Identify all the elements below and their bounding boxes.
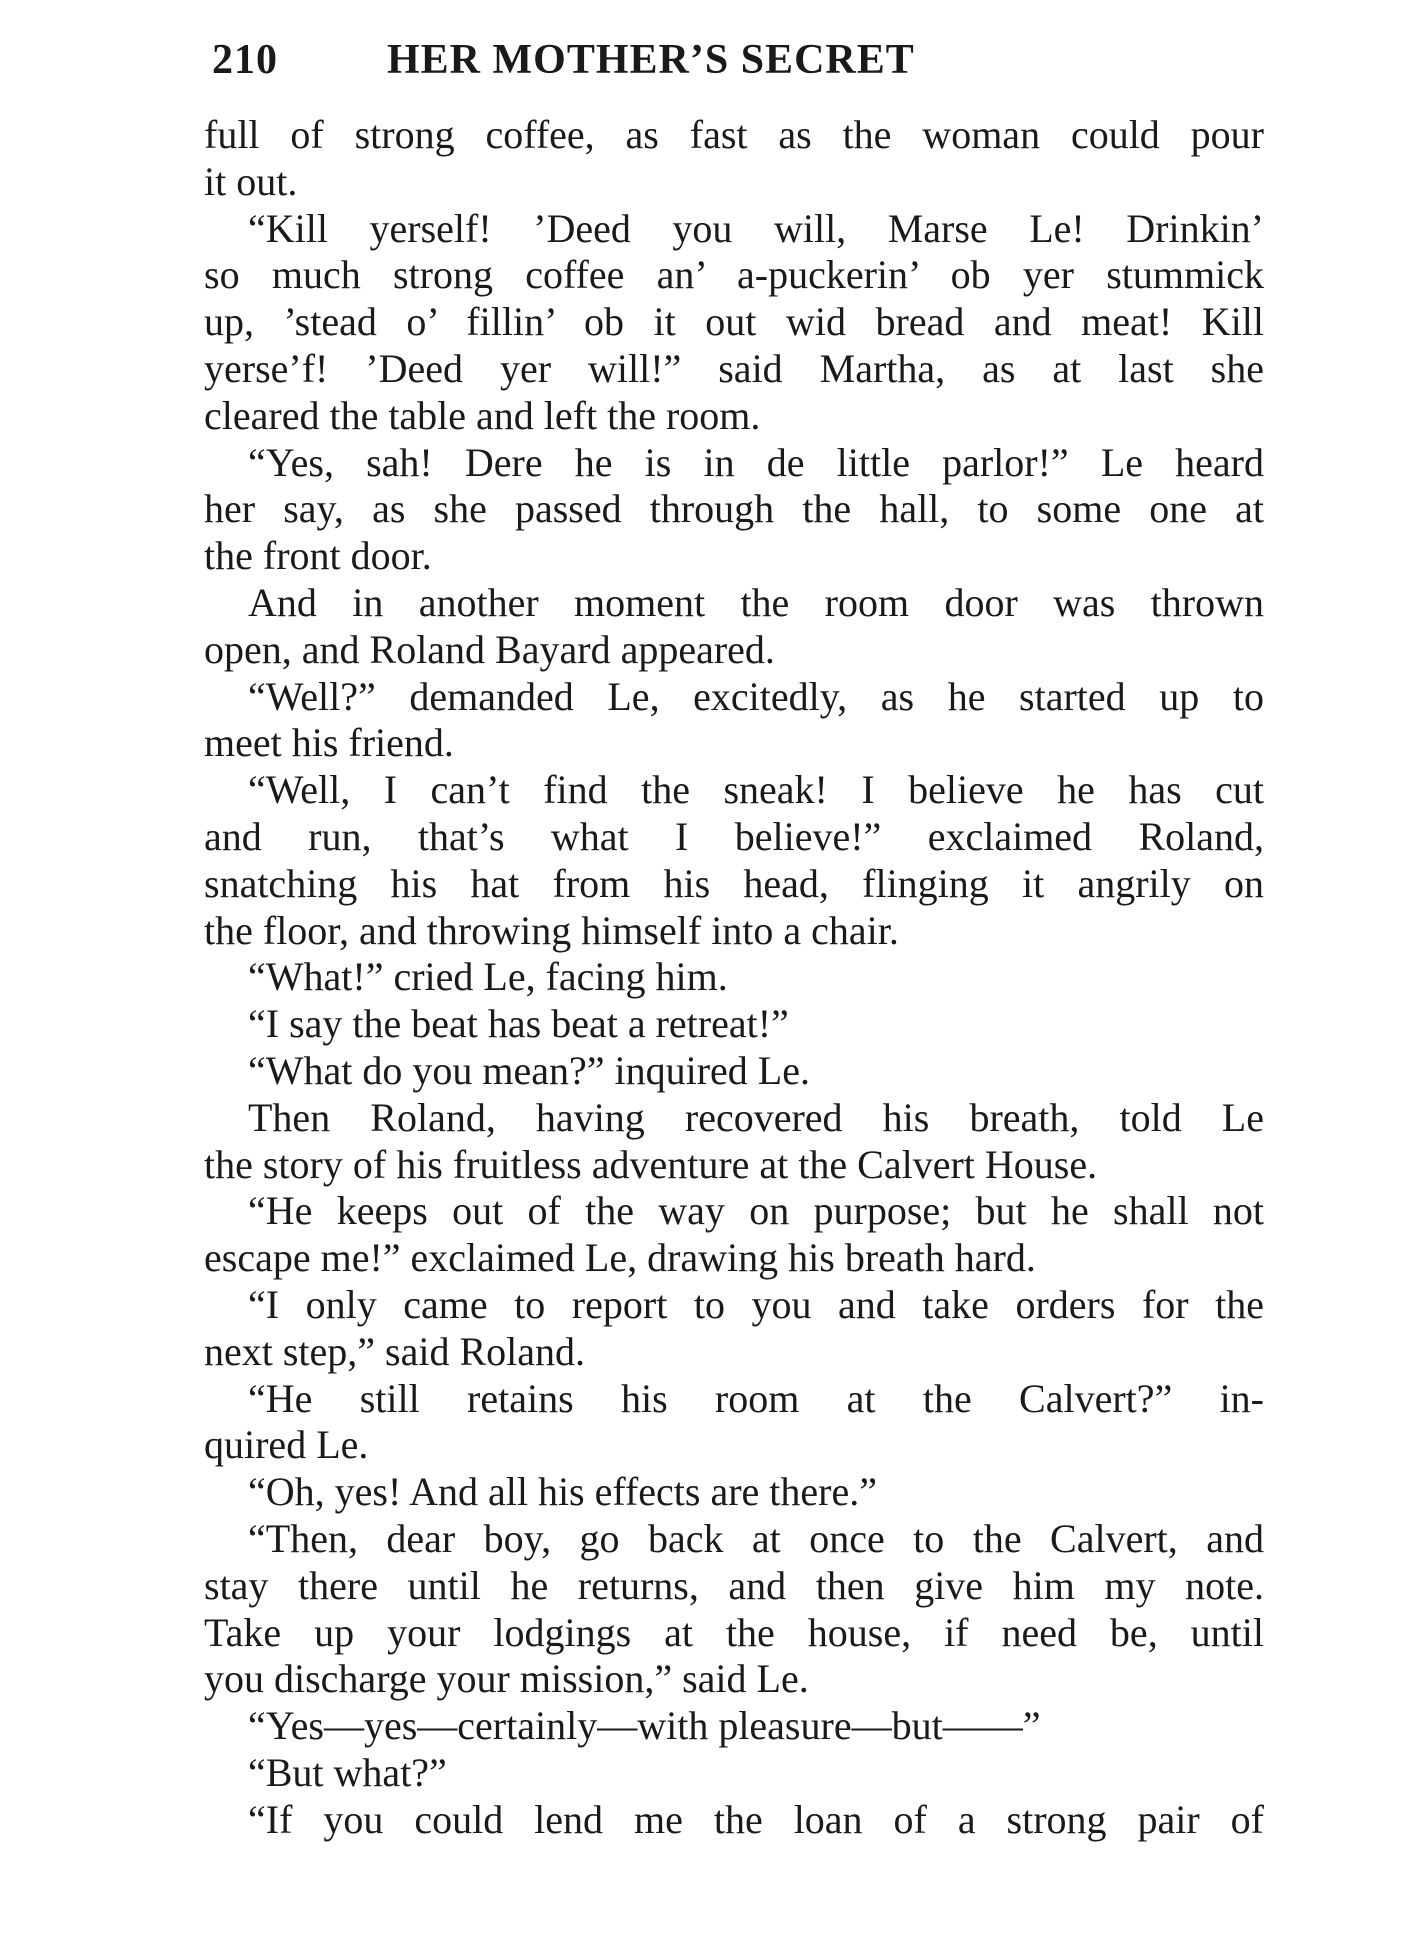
text-line: “Yes—yes—certainly—with pleasure—but——” xyxy=(248,1703,1041,1749)
text-line: open, and Roland Bayard appeared. xyxy=(204,626,775,672)
text-line: “What do you mean?” inquired Le. xyxy=(248,1047,810,1093)
text-line: the story of his fruitless adventure at the Calvert House. xyxy=(204,1141,1098,1187)
text-line: “If you could lend me the loan of a strong pair of xyxy=(248,1796,1264,1842)
text-line: the front door. xyxy=(204,533,432,579)
running-head: HER MOTHER’S SECRET xyxy=(387,37,915,83)
text-line: meet his friend. xyxy=(204,720,454,766)
text-line: cleared the table and left the room. xyxy=(204,392,761,438)
page-header xyxy=(212,30,1092,90)
text-line: snatching his hat from his head, flinging it angrily on xyxy=(204,860,1264,906)
text-line: stay there until he returns, and then give him my note. xyxy=(204,1562,1264,1608)
text-line: you discharge your mission,” said Le. xyxy=(204,1656,809,1702)
text-line: Then Roland, having recovered his breath, told Le xyxy=(248,1094,1264,1140)
text-line: “Oh, yes! And all his effects are there.” xyxy=(248,1469,878,1515)
text-line: “Kill yerself! ’Deed you will, Marse Le! Drinkin’ xyxy=(248,205,1264,251)
text-line: “I say the beat has beat a retreat!” xyxy=(248,1001,789,1047)
text-line: her say, as she passed through the hall, to some one at xyxy=(204,486,1264,532)
body-text xyxy=(204,112,1264,1843)
text-line: full of strong coffee, as fast as the woman could pour xyxy=(204,112,1264,157)
text-line: “But what?” xyxy=(248,1749,447,1795)
text-line: “He keeps out of the way on purpose; but he shall not xyxy=(248,1188,1264,1234)
text-line: it out. xyxy=(204,158,298,204)
text-line: “Then, dear boy, go back at once to the Calvert, and xyxy=(248,1515,1264,1561)
text-line: so much strong coffee an’ a-puckerin’ ob yer stummick xyxy=(204,252,1264,298)
text-line: and run, that’s what I believe!” exclaimed Roland, xyxy=(204,813,1264,859)
text-line: yerse’f! ’Deed yer will!” said Martha, as at last she xyxy=(204,345,1264,391)
text-line: “Well, I can’t find the sneak! I believe he has cut xyxy=(248,767,1264,813)
text-line: And in another moment the room door was thrown xyxy=(248,579,1264,625)
text-line: “He still retains his room at the Calvert?” in- xyxy=(248,1375,1264,1421)
text-line: the floor, and throwing himself into a chair. xyxy=(204,907,899,953)
text-line: escape me!” exclaimed Le, drawing his breath hard. xyxy=(204,1235,1036,1281)
text-line: “Yes, sah! Dere he is in de little parlor!” Le heard xyxy=(248,439,1264,485)
page-number: 210 xyxy=(212,37,278,83)
text-line: up, ’stead o’ fillin’ ob it out wid bread and meat! Kill xyxy=(204,299,1264,345)
text-line: “What!” cried Le, facing him. xyxy=(248,954,728,1000)
text-line: quired Le. xyxy=(204,1422,369,1468)
text-line: next step,” said Roland. xyxy=(204,1328,586,1374)
text-line: Take up your lodgings at the house, if need be, until xyxy=(204,1609,1264,1655)
text-line: “I only came to report to you and take orders for the xyxy=(248,1281,1264,1327)
text-line: “Well?” demanded Le, excitedly, as he started up to xyxy=(248,673,1264,719)
